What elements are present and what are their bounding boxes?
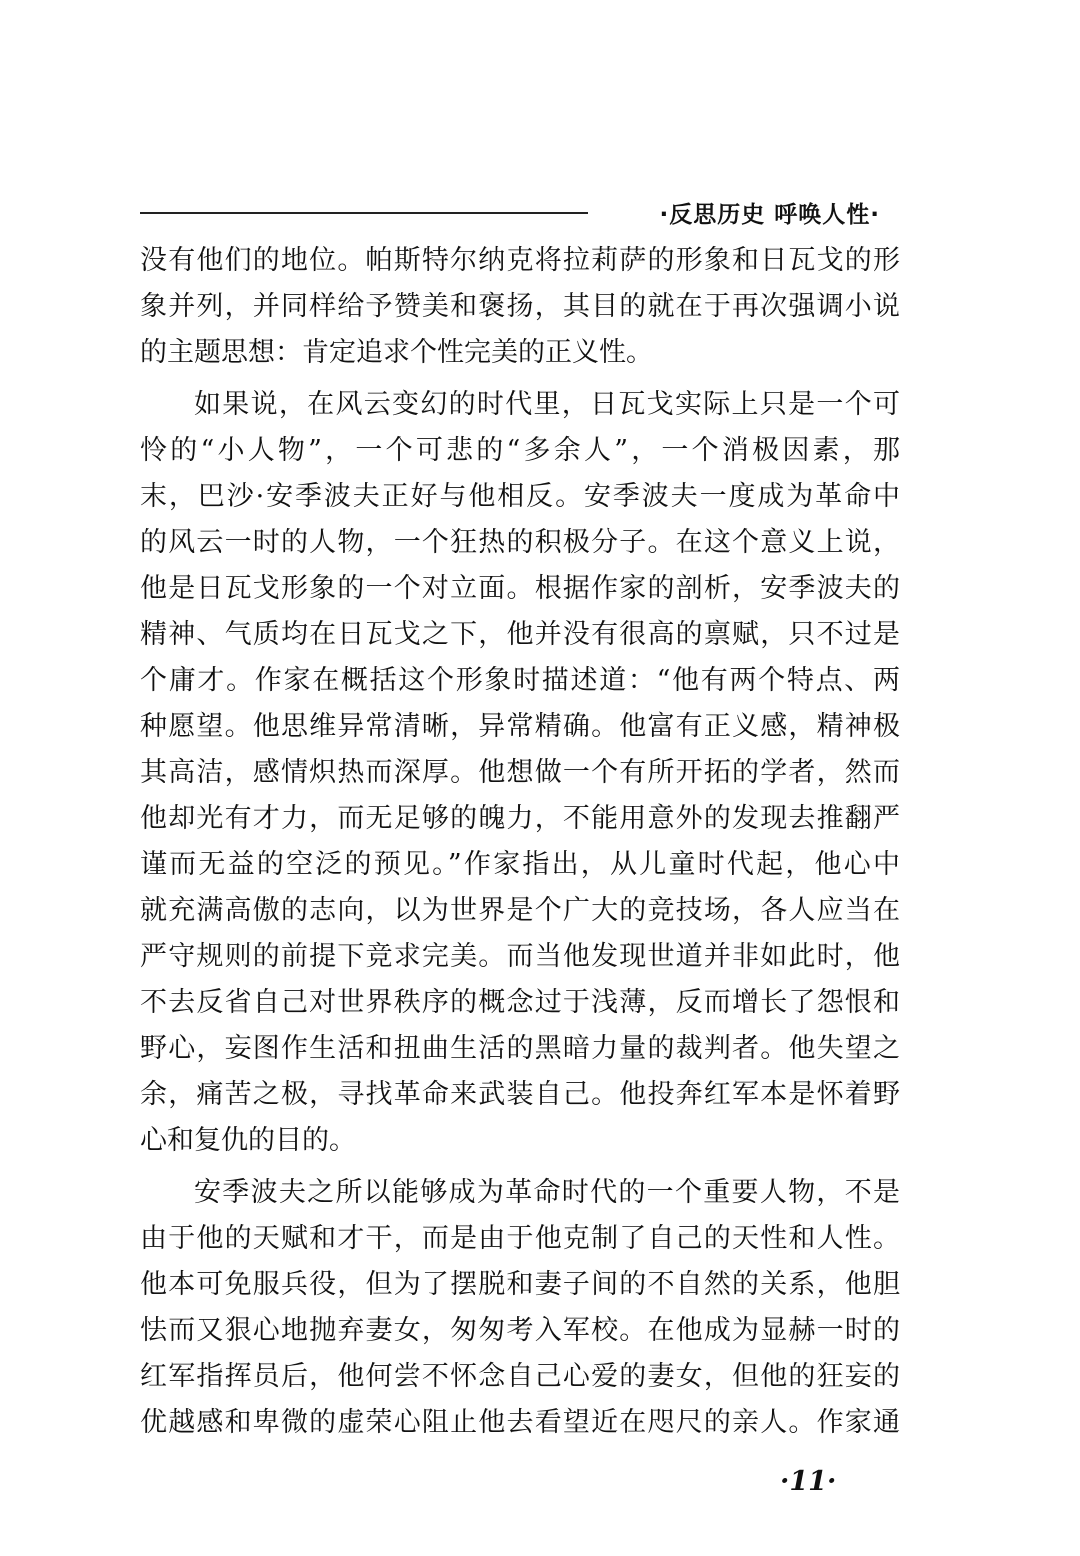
text-line: 其高洁，感情炽热而深厚。他想做一个有所开拓的学者，然而: [140, 757, 900, 788]
page-number: ·11·: [780, 1466, 837, 1497]
text-line: 谨而无益的空泛的预见。”作家指出，从儿童时代起，他心中: [140, 849, 900, 880]
text-line: 的风云一时的人物，一个狂热的积极分子。在这个意义上说，: [140, 527, 900, 558]
text-line: 如果说，在风云变幻的时代里，日瓦戈实际上只是一个可: [194, 389, 900, 420]
text-line: 他是日瓦戈形象的一个对立面。根据作家的剖析，安季波夫的: [140, 573, 900, 604]
text-line: 没有他们的地位。帕斯特尔纳克将拉莉萨的形象和日瓦戈的形: [140, 245, 900, 276]
text-line: 他却光有才力，而无足够的魄力，不能用意外的发现去推翻严: [140, 803, 900, 834]
text-line: 不去反省自己对世界秩序的概念过于浅薄，反而增长了怨恨和: [140, 987, 900, 1018]
text-line: 心和复仇的目的。: [140, 1125, 356, 1156]
text-line: 怜的“小人物”，一个可悲的“多余人”，一个消极因素，那: [140, 435, 900, 466]
text-line: 种愿望。他思维异常清晰，异常精确。他富有正义感，精神极: [140, 711, 900, 742]
body-text: [140, 238, 900, 1446]
text-line: 红军指挥员后，他何尝不怀念自己心爱的妻女，但他的狂妄的: [140, 1361, 900, 1392]
header-title: ·反思历史 呼唤人性·: [659, 202, 880, 228]
text-line: 他本可免服兵役，但为了摆脱和妻子间的不自然的关系，他胆: [140, 1269, 900, 1300]
text-line: 个庸才。作家在概括这个形象时描述道：“他有两个特点、两: [140, 665, 900, 696]
running-header: [140, 196, 880, 232]
text-line: 安季波夫之所以能够成为革命时代的一个重要人物，不是: [194, 1177, 900, 1208]
text-line: 象并列，并同样给予赞美和褒扬，其目的就在于再次强调小说: [140, 291, 900, 322]
header-rule: [140, 212, 588, 214]
text-line: 怯而又狠心地抛弃妻女，匆匆考入军校。在他成为显赫一时的: [140, 1315, 900, 1346]
text-line: 严守规则的前提下竞求完美。而当他发现世道并非如此时，他: [140, 941, 900, 972]
text-line: 由于他的天赋和才干，而是由于他克制了自己的天性和人性。: [140, 1223, 900, 1254]
text-line: 精神、气质均在日瓦戈之下，他并没有很高的禀赋，只不过是: [140, 619, 900, 650]
text-line: 余，痛苦之极，寻找革命来武装自己。他投奔红军本是怀着野: [140, 1079, 900, 1110]
text-line: 野心，妄图作生活和扭曲生活的黑暗力量的裁判者。他失望之: [140, 1033, 900, 1064]
text-line: 优越感和卑微的虚荣心阻止他去看望近在咫尺的亲人。作家通: [140, 1407, 900, 1438]
text-line: 的主题思想：肯定追求个性完美的正义性。: [140, 337, 653, 368]
text-line: 就充满高傲的志向，以为世界是个广大的竞技场，各人应当在: [140, 895, 900, 926]
text-line: 末，巴沙·安季波夫正好与他相反。安季波夫一度成为革命中: [140, 481, 900, 512]
